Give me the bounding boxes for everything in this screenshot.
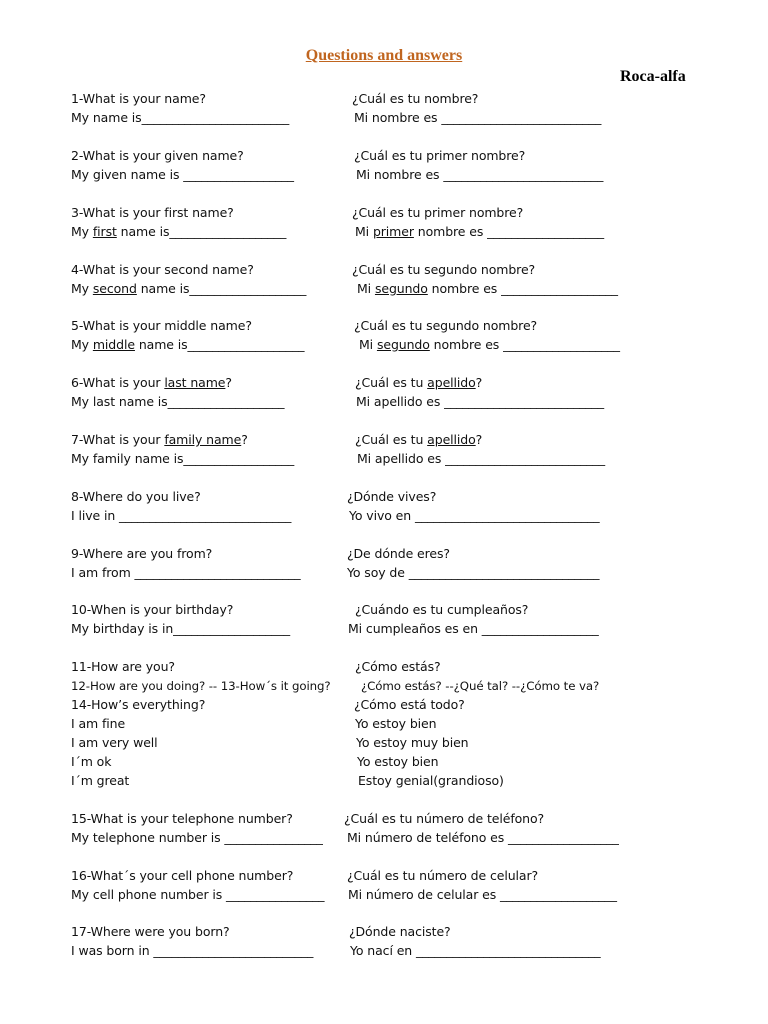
- english-line: [71, 488, 201, 506]
- text-segment: 8-Where do you live?: [71, 489, 201, 504]
- english-line: [71, 166, 294, 184]
- text-segment: ?: [475, 432, 483, 447]
- spanish-line: [352, 261, 535, 279]
- spanish-line: [355, 658, 441, 676]
- text-segment: Mi: [355, 224, 373, 239]
- text-segment: 5-What is your middle name?: [71, 318, 252, 333]
- text-segment: ?: [241, 432, 248, 447]
- text-segment: Mi cumpleaños es en ___________________: [348, 621, 599, 636]
- english-line: [71, 942, 313, 960]
- english-line: [71, 772, 129, 790]
- text-segment: name is___________________: [134, 337, 305, 352]
- text-segment: Mi: [357, 281, 375, 296]
- spanish-line: [348, 620, 599, 638]
- text-segment: 2-What is your given name?: [71, 148, 244, 163]
- spanish-line: [357, 753, 438, 771]
- english-line: [71, 393, 284, 411]
- text-segment: My: [71, 337, 93, 352]
- spanish-line: [354, 696, 465, 714]
- text-segment: ¿Cuál es tu número de teléfono?: [344, 811, 545, 826]
- text-segment: nombre es ___________________: [429, 337, 620, 352]
- spanish-line: [348, 886, 617, 904]
- english-line: [71, 90, 206, 108]
- text-segment: Estoy genial(grandioso): [358, 773, 504, 788]
- english-line: [71, 715, 125, 733]
- text-segment: Yo estoy bien: [357, 754, 439, 769]
- english-line: [71, 886, 324, 904]
- text-segment: ¿Dónde vives?: [347, 489, 437, 504]
- text-segment: I was born in __________________________: [71, 943, 314, 958]
- text-segment: ¿Cuál es tu número de celular?: [347, 868, 539, 883]
- text-segment: I am very well: [71, 735, 158, 750]
- text-segment: 3-What is your first name?: [71, 205, 234, 220]
- spanish-line: [355, 223, 604, 241]
- english-line: [71, 374, 232, 392]
- english-line: [71, 923, 230, 941]
- english-line: [71, 431, 248, 449]
- text-segment: ¿Dónde naciste?: [349, 924, 451, 939]
- spanish-line: [347, 867, 538, 885]
- spanish-line: [357, 280, 618, 298]
- text-segment: 10-When is your birthday?: [71, 602, 234, 617]
- text-segment: I am from ___________________________: [71, 565, 301, 580]
- text-segment: My family name is__________________: [71, 451, 295, 466]
- text-segment: Yo nací en ______________________________: [350, 943, 601, 958]
- text-segment: My telephone number is ________________: [71, 830, 323, 845]
- spanish-line: [356, 166, 603, 184]
- text-segment: Yo soy de _______________________________: [347, 565, 600, 580]
- text-segment: 17-Where were you born?: [71, 924, 230, 939]
- text-segment: 15-What is your telephone number?: [71, 811, 293, 826]
- text-segment: 9-Where are you from?: [71, 546, 213, 561]
- english-line: [71, 677, 331, 695]
- text-segment: I am fine: [71, 716, 126, 731]
- text-segment: 1-What is your name?: [71, 91, 206, 106]
- english-line: [71, 696, 205, 714]
- text-segment: Yo estoy bien: [355, 716, 437, 731]
- text-segment: 12-How are you doing? -- 13-How´s it going?: [71, 679, 331, 693]
- text-segment: Mi apellido es __________________________: [357, 451, 606, 466]
- spanish-line: [347, 564, 599, 582]
- spanish-line: [350, 942, 600, 960]
- english-line: [71, 147, 244, 165]
- english-line: [71, 545, 212, 563]
- spanish-line: [356, 734, 469, 752]
- spanish-line: [347, 829, 619, 847]
- spanish-line: [361, 677, 599, 695]
- text-segment: ¿Cuándo es tu cumpleaños?: [355, 602, 529, 617]
- text-segment: 7-What is your: [71, 432, 165, 447]
- spanish-line: [355, 431, 482, 449]
- english-line: [71, 109, 289, 127]
- text-segment: Yo vivo en ______________________________: [349, 508, 600, 523]
- english-line: [71, 223, 286, 241]
- text-segment: Mi número de celular es ___________________: [348, 887, 617, 902]
- text-segment: ¿Cuál es tu nombre?: [352, 91, 479, 106]
- author-name: Roca-alfa: [620, 68, 686, 85]
- text-segment: ¿Cuál es tu primer nombre?: [354, 148, 526, 163]
- english-line: [71, 810, 293, 828]
- text-segment: name is___________________: [116, 224, 287, 239]
- text-segment: My given name is __________________: [71, 167, 294, 182]
- english-line: [71, 564, 301, 582]
- text-segment: My name is________________________: [71, 110, 290, 125]
- text-segment: nombre es ___________________: [413, 224, 605, 239]
- underlined-word: primer: [372, 224, 414, 239]
- text-segment: nombre es ___________________: [427, 281, 618, 296]
- spanish-line: [347, 545, 450, 563]
- spanish-line: [349, 923, 451, 941]
- text-segment: ¿Cómo estás? --¿Qué tal? --¿Cómo te va?: [361, 679, 600, 693]
- text-segment: ¿Cómo estás?: [355, 659, 441, 674]
- spanish-line: [354, 109, 601, 127]
- text-segment: Mi nombre es __________________________: [356, 167, 604, 182]
- text-segment: 11-How are you?: [71, 659, 175, 674]
- spanish-line: [349, 507, 599, 525]
- english-line: [71, 829, 323, 847]
- underlined-word: apellido: [427, 432, 476, 447]
- text-segment: ?: [225, 375, 232, 390]
- text-segment: ¿De dónde eres?: [347, 546, 450, 561]
- spanish-line: [347, 488, 436, 506]
- text-segment: My: [71, 281, 93, 296]
- english-line: [71, 620, 290, 638]
- text-segment: Mi: [359, 337, 377, 352]
- spanish-line: [344, 810, 544, 828]
- underlined-word: first: [92, 224, 117, 239]
- english-line: [71, 280, 306, 298]
- text-segment: My birthday is in___________________: [71, 621, 290, 636]
- english-line: [71, 734, 158, 752]
- english-line: [71, 507, 291, 525]
- text-segment: 16-What´s your cell phone number?: [71, 868, 294, 883]
- english-line: [71, 867, 293, 885]
- text-segment: Mi nombre es __________________________: [354, 110, 602, 125]
- english-line: [71, 261, 254, 279]
- text-segment: I live in ____________________________: [71, 508, 292, 523]
- underlined-word: second: [92, 281, 137, 296]
- text-segment: ¿Cuál es tu primer nombre?: [352, 205, 524, 220]
- spanish-line: [352, 204, 523, 222]
- text-segment: My last name is___________________: [71, 394, 285, 409]
- underlined-word: segundo: [374, 281, 428, 296]
- underlined-word: family name: [164, 432, 242, 447]
- text-segment: I´m ok: [71, 754, 112, 769]
- text-segment: Mi número de teléfono es __________________: [347, 830, 619, 845]
- underlined-word: last name: [164, 375, 226, 390]
- spanish-line: [359, 336, 620, 354]
- text-segment: Mi apellido es __________________________: [356, 394, 605, 409]
- spanish-line: [355, 601, 528, 619]
- underlined-word: middle: [92, 337, 135, 352]
- text-segment: 6-What is your: [71, 375, 165, 390]
- page-title: Questions and answers: [305, 47, 463, 64]
- english-line: [71, 204, 234, 222]
- english-line: [71, 658, 175, 676]
- text-segment: ¿Cuál es tu: [355, 375, 428, 390]
- english-line: [71, 753, 111, 771]
- text-segment: name is___________________: [136, 281, 307, 296]
- english-line: [71, 317, 252, 335]
- text-segment: ¿Cuál es tu: [355, 432, 428, 447]
- text-segment: ¿Cuál es tu segundo nombre?: [354, 318, 538, 333]
- spanish-line: [355, 374, 482, 392]
- text-segment: ¿Cómo está todo?: [354, 697, 465, 712]
- text-segment: 4-What is your second name?: [71, 262, 254, 277]
- spanish-line: [354, 317, 537, 335]
- text-segment: ¿Cuál es tu segundo nombre?: [352, 262, 536, 277]
- english-line: [71, 336, 304, 354]
- underlined-word: apellido: [427, 375, 476, 390]
- spanish-line: [358, 772, 504, 790]
- spanish-line: [352, 90, 478, 108]
- english-line: [71, 601, 233, 619]
- text-segment: Yo estoy muy bien: [356, 735, 469, 750]
- text-segment: My cell phone number is ________________: [71, 887, 325, 902]
- spanish-line: [356, 393, 604, 411]
- text-segment: 14-How’s everything?: [71, 697, 206, 712]
- text-segment: ?: [475, 375, 483, 390]
- text-segment: I´m great: [71, 773, 130, 788]
- underlined-word: segundo: [376, 337, 430, 352]
- spanish-line: [357, 450, 605, 468]
- text-segment: My: [71, 224, 93, 239]
- spanish-line: [354, 147, 525, 165]
- english-line: [71, 450, 294, 468]
- spanish-line: [355, 715, 436, 733]
